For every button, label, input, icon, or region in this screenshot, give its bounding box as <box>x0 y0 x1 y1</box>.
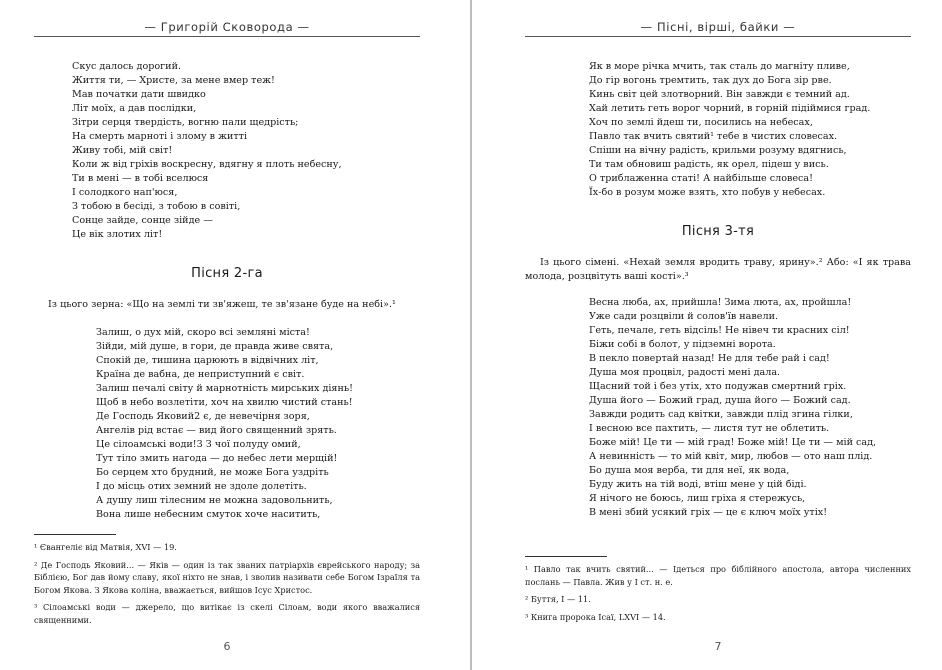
verse-line: Душа моя процвіл, радості мені дала. <box>589 367 781 378</box>
verse-line: Залиш, о дух мій, скоро всі земляні міста! <box>96 327 310 338</box>
footnote: ³ Книга пророка Ісаї, LXVI — 14. <box>525 611 666 622</box>
verse-line: Щоб в небо возлетіти, хоч на хвилю чистий стань! <box>96 397 353 408</box>
verse-line: До гір вогонь тремтить, так дух до Бога зір рве. <box>589 75 832 86</box>
right-page <box>472 0 942 670</box>
verse-line: З тобою в бесіді, з тобою в совіті, <box>72 201 241 212</box>
verse-line: Біжи собі в болот, у підземні ворота. <box>589 339 776 350</box>
verse-line: Ангелів рід встає — вид його священний зрять. <box>96 425 337 436</box>
verse-line: Щасний той і без утіх, хто подужав смертний гріх. <box>589 381 847 392</box>
song-title: Пісня 2-га <box>191 266 263 281</box>
verse-line: Де Господь Яковий2 є, де невечірня зоря, <box>96 411 310 422</box>
page-number: 6 <box>223 640 231 653</box>
verse-line: В мені збий усякий гріх — це є ключ моїх утіх! <box>589 507 828 518</box>
footnote-rule <box>525 556 607 557</box>
footnote-rule <box>34 534 116 535</box>
verse-line: Хоч по землі йдеш ти, посились на небесах, <box>589 117 813 128</box>
verse-line: Зітри серця твердість, вогню пали щедрість; <box>72 117 299 128</box>
running-header: — Григорій Сковорода — <box>144 20 310 34</box>
verse-line: Спіши на вічну радість, крильми розуму вдягнись, <box>589 145 847 156</box>
footnote: ¹ Євангеліє від Матвія, XVI — 19. <box>34 542 177 552</box>
verse-line: Живу тобі, мій світ! <box>72 145 173 156</box>
verse-line: Ти в мені — в тобі вселюся <box>72 173 209 184</box>
verse-line: Як в море річка мчить, так сталь до магніту пливе, <box>589 61 850 72</box>
verse-line: Кинь світ цей злотворний. Він завжди є темний ад. <box>589 89 850 100</box>
verse-line: Їх-бо в розум може взять, хто побув у небесах. <box>589 187 826 198</box>
footnote: ² Де Господь Яковий... — Яків — один із так званих патріархів єврейського народу; за Біблією, Бог дав йому славу, якої ніхто не знав, і зволив називати себе Богом Ізраїля та Богом Якова. З Якова коліна, вважається, вийшов Ісус Христос. <box>34 559 420 595</box>
verse-line: Хай летить геть ворог чорний, в горній підіймися град. <box>589 103 871 114</box>
footnote: ³ Сілоамські води — джерело, що витікає із скелі Сілоам, води якого вважалися священними. <box>34 602 420 625</box>
verse-line: Життя ти, — Христе, за мене вмер теж! <box>72 75 275 86</box>
header-rule <box>34 36 420 37</box>
verse-line: Це вік злотих літ! <box>72 229 163 240</box>
verse-line: І до місць отих земний не здоле долетіть. <box>96 481 307 492</box>
song-intro: Із цього сімені. «Нехай земля вродить траву, ярину».² Або: «І як трава молода, розцвітуть ваші кості».³ <box>525 257 911 282</box>
verse-line: Тут тіло змить нагода — до небес лети мерщій! <box>96 453 338 464</box>
verse-line: Скус далось дорогий. <box>72 61 182 72</box>
verse-line: Залиш печалі світу й марнотність мирських діянь! <box>96 383 353 394</box>
verse-line: Це сілоамські води!3 З чої полуду омий, <box>96 439 301 450</box>
verse-line: Сонце зайде, сонце зійде — <box>72 215 213 226</box>
verse-line: Літ моїх, а дав послідки, <box>72 103 197 114</box>
verse-line: Бо серцем хто брудний, не може Бога уздріть <box>96 467 329 478</box>
verse-block-top <box>72 60 342 242</box>
verse-line: Завжди родить сад квітки, завжди плід згина гілки, <box>589 409 853 420</box>
verse-line: Буду жить на тій воді, втіш мене у цій біді. <box>589 479 807 490</box>
verse-block-song <box>589 296 876 520</box>
verse-line: Бо душа моя верба, ти для неї, як вода, <box>589 465 790 476</box>
song-title: Пісня 3-тя <box>681 224 755 239</box>
verse-block-top <box>589 60 870 200</box>
verse-line: А душу лиш тілесним не можна задовольнить, <box>96 495 333 506</box>
verse-line: Коли ж від гріхів воскресну, вдягну я плоть небесну, <box>72 159 342 170</box>
verse-line: Боже мій! Це ти — мій град! Боже мій! Це ти — мій сад, <box>589 437 877 448</box>
running-header: — Пісні, вірші, байки — <box>640 20 796 34</box>
verse-line: О триблаженна статі! А найбільше словеса! <box>589 173 813 184</box>
song-intro: Із цього зерна: «Що на землі ти зв'яжеш, те зв'язане буде на небі».¹ <box>48 299 396 310</box>
verse-block-song <box>96 326 353 522</box>
verse-line: Уже сади розцвіли й солов'їв навели. <box>589 311 779 322</box>
verse-line: Я нічого не боюсь, лиш гріха я стережусь, <box>589 493 806 504</box>
verse-line: В пекло повертай назад! Не для тебе рай і сад! <box>589 353 830 364</box>
page-number: 7 <box>714 640 722 653</box>
verse-line: Павло так вчить святий¹ тебе в чистих словесах. <box>589 131 838 142</box>
verse-line: Душа його — Божий град, душа його — Божий сад. <box>589 395 851 406</box>
left-page <box>0 0 470 670</box>
verse-line: На смерть марноті і злому в житті <box>72 131 248 142</box>
verse-line: Весна люба, ах, прийшла! Зима люта, ах, пройшла! <box>589 297 852 308</box>
footnotes <box>525 563 911 628</box>
verse-line: А невинність — то мій квіт, мир, любов — ото наш плід. <box>589 451 873 462</box>
verse-line: Спокій де, тишина царюють в відвічних літ, <box>96 355 319 366</box>
verse-line: Мав початки дати швидко <box>72 89 206 100</box>
footnote: ² Буття, І — 11. <box>525 594 591 604</box>
header-rule <box>525 36 911 37</box>
verse-line: Вона лише небесним смуток хоче наситить, <box>96 509 321 520</box>
verse-line: Ти там обновиш радість, як орел, підеш у вись. <box>589 159 829 170</box>
verse-line: І солодкого нап'юся, <box>72 187 178 198</box>
verse-line: І весною все пахтить, — листя тут не облетить. <box>589 423 830 434</box>
footnotes <box>34 541 420 631</box>
verse-line: Країна де вабна, де неприступний є світ. <box>96 369 305 380</box>
verse-line: Зійди, мій душе, в гори, де правда живе свята, <box>96 341 334 352</box>
footnote: ¹ Павло так вчить святий... — Ідеться про біблійного апостола, автора численних послань — Павла. Жив у І ст. н. е. <box>525 564 911 587</box>
verse-line: Геть, печале, геть відсіль! Не нівеч ти красних сіл! <box>589 325 850 336</box>
